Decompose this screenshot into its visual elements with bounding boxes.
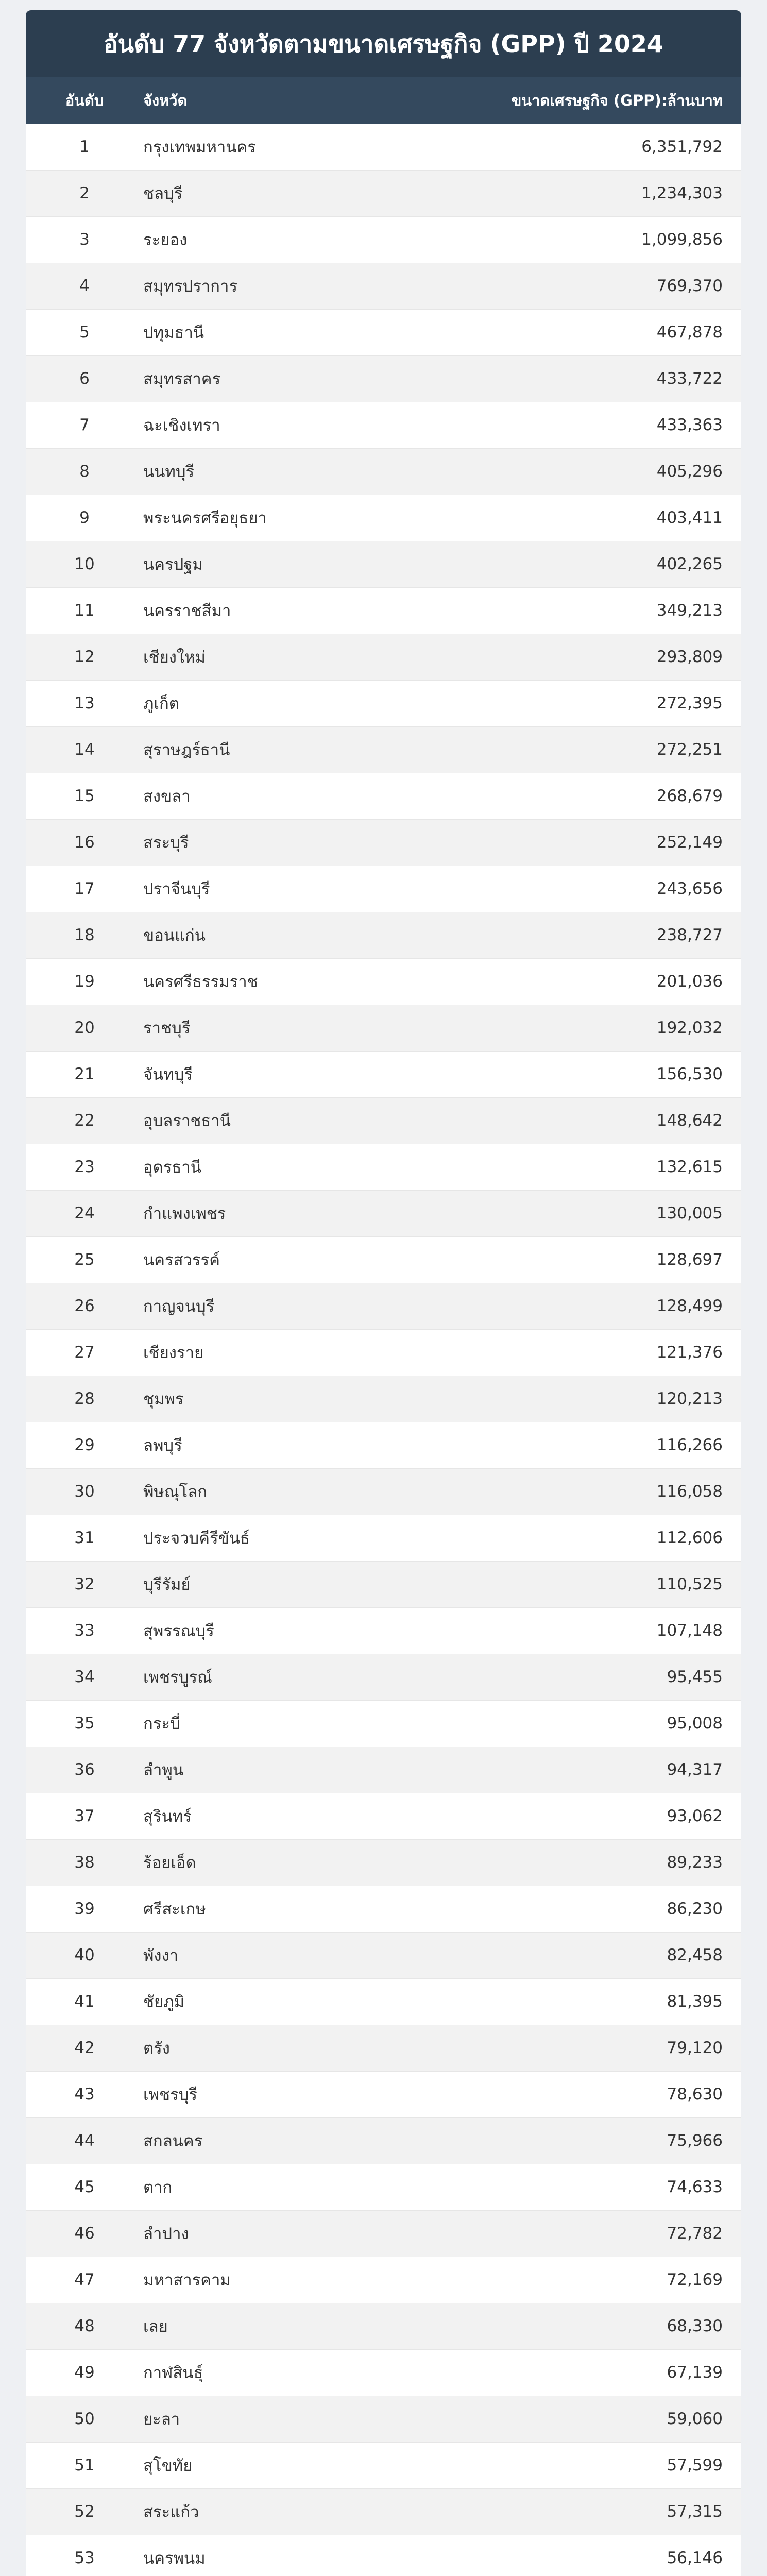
province-cell: ปทุมธานี bbox=[143, 309, 412, 355]
table-row bbox=[26, 1051, 741, 1097]
gpp-cell: 405,296 bbox=[412, 448, 741, 495]
rank-cell: 22 bbox=[26, 1097, 143, 1144]
table-header bbox=[26, 77, 741, 124]
province-cell: ประจวบคีรีขันธ์ bbox=[143, 1515, 412, 1561]
gpp-cell: 467,878 bbox=[412, 309, 741, 355]
province-cell: สระบุรี bbox=[143, 819, 412, 866]
gpp-cell: 82,458 bbox=[412, 1932, 741, 1978]
table-row bbox=[26, 2025, 741, 2071]
table-row bbox=[26, 2071, 741, 2117]
column-header-rank: อันดับ bbox=[65, 92, 104, 109]
gpp-ranking-table bbox=[26, 77, 741, 2576]
rank-cell: 1 bbox=[26, 124, 143, 170]
table-row bbox=[26, 495, 741, 541]
table-row bbox=[26, 726, 741, 773]
rank-cell: 36 bbox=[26, 1747, 143, 1793]
gpp-cell: 75,966 bbox=[412, 2117, 741, 2164]
gpp-cell: 272,251 bbox=[412, 726, 741, 773]
rank-cell: 30 bbox=[26, 1468, 143, 1515]
rank-cell: 20 bbox=[26, 1005, 143, 1051]
rank-cell: 42 bbox=[26, 2025, 143, 2071]
province-cell: เชียงใหม่ bbox=[143, 634, 412, 680]
gpp-cell: 110,525 bbox=[412, 1561, 741, 1607]
gpp-cell: 59,060 bbox=[412, 2396, 741, 2442]
gpp-cell: 128,697 bbox=[412, 1236, 741, 1283]
table-row bbox=[26, 1329, 741, 1376]
province-cell: ร้อยเอ็ด bbox=[143, 1839, 412, 1886]
table-row bbox=[26, 587, 741, 634]
province-cell: ปราจีนบุรี bbox=[143, 866, 412, 912]
rank-cell: 4 bbox=[26, 263, 143, 309]
province-cell: ชัยภูมิ bbox=[143, 1978, 412, 2025]
rank-cell: 17 bbox=[26, 866, 143, 912]
table-body bbox=[26, 124, 741, 2576]
gpp-cell: 116,058 bbox=[412, 1468, 741, 1515]
gpp-cell: 72,782 bbox=[412, 2210, 741, 2257]
gpp-cell: 116,266 bbox=[412, 1422, 741, 1468]
gpp-cell: 120,213 bbox=[412, 1376, 741, 1422]
rank-cell: 28 bbox=[26, 1376, 143, 1422]
province-cell: สกลนคร bbox=[143, 2117, 412, 2164]
gpp-cell: 433,722 bbox=[412, 355, 741, 402]
gpp-cell: 74,633 bbox=[412, 2164, 741, 2210]
province-cell: กรุงเทพมหานคร bbox=[143, 124, 412, 170]
gpp-cell: 89,233 bbox=[412, 1839, 741, 1886]
province-cell: ยะลา bbox=[143, 2396, 412, 2442]
gpp-cell: 57,315 bbox=[412, 2488, 741, 2535]
rank-cell: 23 bbox=[26, 1144, 143, 1190]
table-row bbox=[26, 1607, 741, 1654]
gpp-cell: 121,376 bbox=[412, 1329, 741, 1376]
gpp-cell: 201,036 bbox=[412, 958, 741, 1005]
table-row bbox=[26, 402, 741, 448]
gpp-cell: 79,120 bbox=[412, 2025, 741, 2071]
rank-cell: 45 bbox=[26, 2164, 143, 2210]
table-row bbox=[26, 1005, 741, 1051]
table-row bbox=[26, 216, 741, 263]
gpp-cell: 6,351,792 bbox=[412, 124, 741, 170]
province-cell: สุราษฎร์ธานี bbox=[143, 726, 412, 773]
province-cell: พังงา bbox=[143, 1932, 412, 1978]
table-row bbox=[26, 1190, 741, 1236]
rank-cell: 44 bbox=[26, 2117, 143, 2164]
province-cell: บุรีรัมย์ bbox=[143, 1561, 412, 1607]
gpp-cell: 56,146 bbox=[412, 2535, 741, 2576]
province-cell: นครพนม bbox=[143, 2535, 412, 2576]
province-cell: ภูเก็ต bbox=[143, 680, 412, 726]
gpp-cell: 403,411 bbox=[412, 495, 741, 541]
table-row bbox=[26, 2303, 741, 2349]
gpp-cell: 130,005 bbox=[412, 1190, 741, 1236]
rank-cell: 33 bbox=[26, 1607, 143, 1654]
rank-cell: 47 bbox=[26, 2257, 143, 2303]
rank-cell: 46 bbox=[26, 2210, 143, 2257]
rank-cell: 8 bbox=[26, 448, 143, 495]
rank-cell: 18 bbox=[26, 912, 143, 958]
rank-cell: 11 bbox=[26, 587, 143, 634]
province-cell: ลำปาง bbox=[143, 2210, 412, 2257]
table-row bbox=[26, 1978, 741, 2025]
table-row bbox=[26, 1932, 741, 1978]
table-row bbox=[26, 448, 741, 495]
rank-cell: 15 bbox=[26, 773, 143, 819]
gpp-cell: 81,395 bbox=[412, 1978, 741, 2025]
table-row bbox=[26, 355, 741, 402]
gpp-cell: 67,139 bbox=[412, 2349, 741, 2396]
province-cell: กาฬสินธุ์ bbox=[143, 2349, 412, 2396]
gpp-cell: 132,615 bbox=[412, 1144, 741, 1190]
gpp-cell: 243,656 bbox=[412, 866, 741, 912]
province-cell: นครปฐม bbox=[143, 541, 412, 587]
table-row bbox=[26, 2349, 741, 2396]
rank-cell: 26 bbox=[26, 1283, 143, 1329]
gpp-cell: 192,032 bbox=[412, 1005, 741, 1051]
table-row bbox=[26, 1654, 741, 1700]
rank-cell: 25 bbox=[26, 1236, 143, 1283]
rank-cell: 16 bbox=[26, 819, 143, 866]
rank-cell: 21 bbox=[26, 1051, 143, 1097]
column-header-province: จังหวัด bbox=[143, 92, 188, 109]
province-cell: เพชรบุรี bbox=[143, 2071, 412, 2117]
province-cell: เพชรบูรณ์ bbox=[143, 1654, 412, 1700]
rank-cell: 39 bbox=[26, 1886, 143, 1932]
gpp-cell: 268,679 bbox=[412, 773, 741, 819]
gpp-cell: 72,169 bbox=[412, 2257, 741, 2303]
province-cell: เลย bbox=[143, 2303, 412, 2349]
province-cell: กาญจนบุรี bbox=[143, 1283, 412, 1329]
gpp-cell: 272,395 bbox=[412, 680, 741, 726]
rank-cell: 38 bbox=[26, 1839, 143, 1886]
gpp-cell: 156,530 bbox=[412, 1051, 741, 1097]
rank-cell: 19 bbox=[26, 958, 143, 1005]
table-row bbox=[26, 1793, 741, 1839]
province-cell: อุบลราชธานี bbox=[143, 1097, 412, 1144]
province-cell: ระยอง bbox=[143, 216, 412, 263]
province-cell: กำแพงเพชร bbox=[143, 1190, 412, 1236]
rank-cell: 10 bbox=[26, 541, 143, 587]
gpp-cell: 402,265 bbox=[412, 541, 741, 587]
table-row bbox=[26, 1283, 741, 1329]
province-cell: ขอนแก่น bbox=[143, 912, 412, 958]
province-cell: เชียงราย bbox=[143, 1329, 412, 1376]
rank-cell: 40 bbox=[26, 1932, 143, 1978]
table-row bbox=[26, 2210, 741, 2257]
table-row bbox=[26, 634, 741, 680]
rank-cell: 14 bbox=[26, 726, 143, 773]
table-row bbox=[26, 2488, 741, 2535]
gpp-cell: 107,148 bbox=[412, 1607, 741, 1654]
table-row bbox=[26, 1515, 741, 1561]
rank-cell: 37 bbox=[26, 1793, 143, 1839]
table-row bbox=[26, 1376, 741, 1422]
rank-cell: 13 bbox=[26, 680, 143, 726]
gpp-cell: 252,149 bbox=[412, 819, 741, 866]
table-row bbox=[26, 912, 741, 958]
province-cell: นครสวรรค์ bbox=[143, 1236, 412, 1283]
province-cell: นครราชสีมา bbox=[143, 587, 412, 634]
table-row bbox=[26, 2442, 741, 2488]
gpp-cell: 86,230 bbox=[412, 1886, 741, 1932]
province-cell: อุดรธานี bbox=[143, 1144, 412, 1190]
province-cell: มหาสารคาม bbox=[143, 2257, 412, 2303]
province-cell: ลพบุรี bbox=[143, 1422, 412, 1468]
rank-cell: 48 bbox=[26, 2303, 143, 2349]
gpp-cell: 94,317 bbox=[412, 1747, 741, 1793]
rank-cell: 3 bbox=[26, 216, 143, 263]
table-row bbox=[26, 124, 741, 170]
gpp-cell: 93,062 bbox=[412, 1793, 741, 1839]
table-row bbox=[26, 680, 741, 726]
province-cell: ชลบุรี bbox=[143, 170, 412, 216]
table-row bbox=[26, 1700, 741, 1747]
gpp-cell: 293,809 bbox=[412, 634, 741, 680]
province-cell: พระนครศรีอยุธยา bbox=[143, 495, 412, 541]
rank-cell: 12 bbox=[26, 634, 143, 680]
table-row bbox=[26, 1097, 741, 1144]
province-cell: ราชบุรี bbox=[143, 1005, 412, 1051]
gpp-cell: 349,213 bbox=[412, 587, 741, 634]
rank-cell: 49 bbox=[26, 2349, 143, 2396]
table-row bbox=[26, 170, 741, 216]
rank-cell: 2 bbox=[26, 170, 143, 216]
column-header-gpp: ขนาดเศรษฐกิจ (GPP):ล้านบาท bbox=[511, 92, 723, 109]
page-title: อันดับ 77 จังหวัดตามขนาดเศรษฐกิจ (GPP) ปี 2024 bbox=[26, 10, 741, 77]
gpp-cell: 112,606 bbox=[412, 1515, 741, 1561]
rank-cell: 41 bbox=[26, 1978, 143, 2025]
province-cell: ชุมพร bbox=[143, 1376, 412, 1422]
rank-cell: 35 bbox=[26, 1700, 143, 1747]
table-row bbox=[26, 1422, 741, 1468]
gpp-cell: 95,455 bbox=[412, 1654, 741, 1700]
province-cell: ตรัง bbox=[143, 2025, 412, 2071]
rank-cell: 31 bbox=[26, 1515, 143, 1561]
province-cell: สระแก้ว bbox=[143, 2488, 412, 2535]
table-row bbox=[26, 2117, 741, 2164]
gpp-cell: 1,234,303 bbox=[412, 170, 741, 216]
table-row bbox=[26, 2257, 741, 2303]
table-row bbox=[26, 309, 741, 355]
table-row bbox=[26, 1747, 741, 1793]
gpp-cell: 78,630 bbox=[412, 2071, 741, 2117]
province-cell: ลำพูน bbox=[143, 1747, 412, 1793]
gpp-cell: 95,008 bbox=[412, 1700, 741, 1747]
table-row bbox=[26, 773, 741, 819]
province-cell: สุพรรณบุรี bbox=[143, 1607, 412, 1654]
rank-cell: 24 bbox=[26, 1190, 143, 1236]
table-row bbox=[26, 866, 741, 912]
province-cell: นครศรีธรรมราช bbox=[143, 958, 412, 1005]
table-row bbox=[26, 541, 741, 587]
header-row bbox=[26, 77, 741, 124]
rank-cell: 9 bbox=[26, 495, 143, 541]
table-row bbox=[26, 2396, 741, 2442]
table-row bbox=[26, 958, 741, 1005]
table-row bbox=[26, 263, 741, 309]
province-cell: สงขลา bbox=[143, 773, 412, 819]
province-cell: สุรินทร์ bbox=[143, 1793, 412, 1839]
table-row bbox=[26, 1839, 741, 1886]
province-cell: ฉะเชิงเทรา bbox=[143, 402, 412, 448]
gpp-cell: 1,099,856 bbox=[412, 216, 741, 263]
province-cell: พิษณุโลก bbox=[143, 1468, 412, 1515]
rank-cell: 34 bbox=[26, 1654, 143, 1700]
province-cell: ตาก bbox=[143, 2164, 412, 2210]
province-cell: นนทบุรี bbox=[143, 448, 412, 495]
table-row bbox=[26, 819, 741, 866]
province-cell: สุโขทัย bbox=[143, 2442, 412, 2488]
table-row bbox=[26, 2164, 741, 2210]
rank-cell: 53 bbox=[26, 2535, 143, 2576]
gpp-cell: 148,642 bbox=[412, 1097, 741, 1144]
gpp-cell: 68,330 bbox=[412, 2303, 741, 2349]
rank-cell: 27 bbox=[26, 1329, 143, 1376]
province-cell: สมุทรปราการ bbox=[143, 263, 412, 309]
province-cell: สมุทรสาคร bbox=[143, 355, 412, 402]
rank-cell: 5 bbox=[26, 309, 143, 355]
rank-cell: 52 bbox=[26, 2488, 143, 2535]
rank-cell: 7 bbox=[26, 402, 143, 448]
gpp-ranking-card bbox=[26, 10, 741, 2576]
gpp-cell: 128,499 bbox=[412, 1283, 741, 1329]
gpp-cell: 433,363 bbox=[412, 402, 741, 448]
province-cell: จันทบุรี bbox=[143, 1051, 412, 1097]
province-cell: ศรีสะเกษ bbox=[143, 1886, 412, 1932]
rank-cell: 29 bbox=[26, 1422, 143, 1468]
table-row bbox=[26, 1468, 741, 1515]
table-row bbox=[26, 1144, 741, 1190]
province-cell: กระบี่ bbox=[143, 1700, 412, 1747]
rank-cell: 43 bbox=[26, 2071, 143, 2117]
gpp-cell: 769,370 bbox=[412, 263, 741, 309]
gpp-cell: 238,727 bbox=[412, 912, 741, 958]
table-row bbox=[26, 1561, 741, 1607]
rank-cell: 6 bbox=[26, 355, 143, 402]
rank-cell: 50 bbox=[26, 2396, 143, 2442]
rank-cell: 32 bbox=[26, 1561, 143, 1607]
table-row bbox=[26, 1886, 741, 1932]
gpp-cell: 57,599 bbox=[412, 2442, 741, 2488]
rank-cell: 51 bbox=[26, 2442, 143, 2488]
table-row bbox=[26, 2535, 741, 2576]
table-row bbox=[26, 1236, 741, 1283]
